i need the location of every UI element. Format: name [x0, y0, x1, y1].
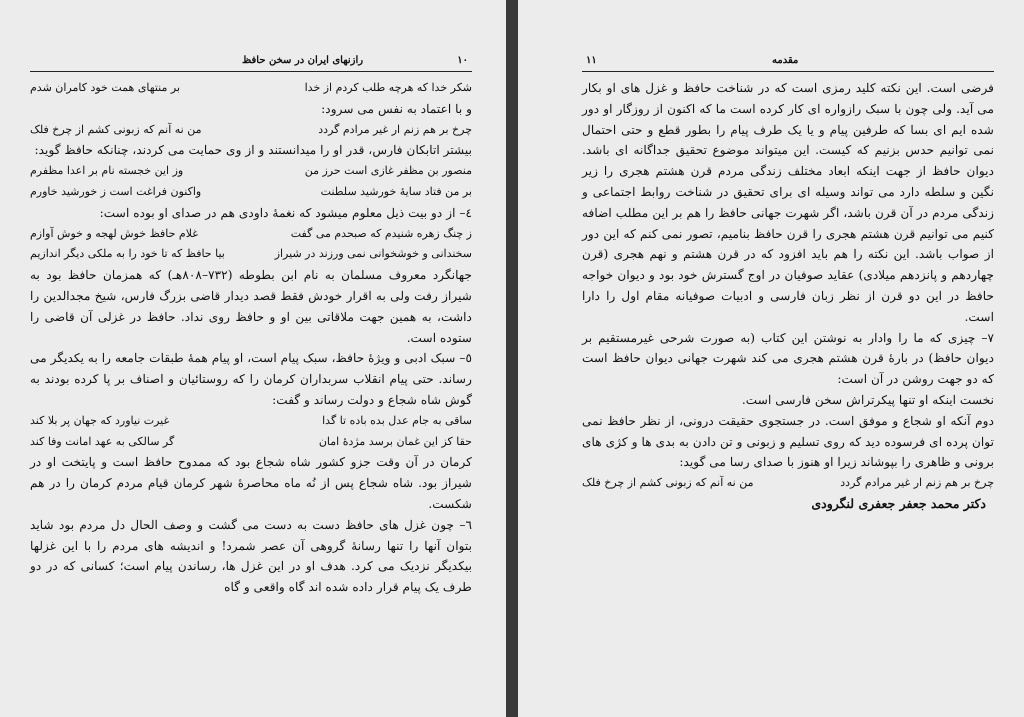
verse-second-hemistich: من نه آنم که زبونی کشم از چرخ فلک — [30, 122, 202, 136]
verse-second-hemistich: غلام حافظ خوش لهجه و خوش آوازم — [30, 226, 199, 240]
verse-line — [30, 120, 472, 141]
paragraph: ٦– چون غزل های حافظ دست به دست می گشت و وصف الحال دل مردم بود شاید بتوان آنها را تنها رسانهٔ گروهی آن عصر شمرد! و اندیشه های مردم را با این غزلها بیکدیگر نزدیک می کرد. هدف او در این غزل ها، رساندن پیام است؛ کسانی که در دو طرف یک پیام قرار داده شده اند گاه واقعی و گاه — [30, 517, 472, 595]
verse-second-hemistich: گر سالکی به عهد امانت وفا کند — [30, 434, 175, 448]
book-spine — [506, 0, 518, 717]
verse-second-hemistich: من نه آنم که زبونی کشم از چرخ فلک — [582, 476, 754, 490]
verse-line — [30, 182, 472, 203]
paragraph: کرمان در آن وقت جزو کشور شاه شجاع بود که ممدوح حافظ است و پایتخت او در شیراز بود. شاه شجاع پس از نُه ماه محاصرهٔ شهر کرمان قیام مردم کرمان را در هم شکست. — [30, 455, 472, 511]
verse-first-hemistich: شکر خدا که هرچه طلب کردم از خدا — [304, 81, 472, 94]
verse-first-hemistich: بر من فتاد سایهٔ خورشید سلطنت — [320, 184, 472, 198]
left-running-title: رازنهای ایران در سخن حافظ — [242, 55, 364, 66]
verse-second-hemistich: وز این خجسته نام بر اعدا مظفرم — [30, 164, 184, 178]
verse-line — [30, 78, 472, 99]
author-signature: دکتر محمد جعفر جعفری لنگرودی — [811, 495, 986, 511]
verse-line — [30, 161, 472, 182]
paragraph: فرضی است. این نکته کلید رمزی است که در شناخت حافظ و غزل های او بکار می آید. ولی چون با سبک رازواره ای کار کرده است ما که اکنون از روزگار او دور شده ایم ای بسا که طرفین پیام و یا یک طرف پیام را بطور قطع و حتی احتمال نمی توانیم حدس بزنیم که کیست. این میتواند موضوع تحقیق جداگانه ای باشد. دیوان حافظ از جهت اینکه ابعاد مختلف زندگی مردم قرن هشتم هجری را زیر نگین و سلطه دارد می تواند وسیله ای برای تحقیق در شناخت روابط اجتماعی و زندگی مردم در آن قرن باشد، اگر شهرت جهانی حافظ را هم بر این مطلب اضافه کنیم می توانیم قرن هشتم هجری را قرن حافظ بنامیم، تصور نمی کنم که این دور از صواب باشد. این نکته را هم باید افزود که در قرن هشتم و نهم هجری (قرن چهاردهم و پانزدهم میلادی) عقاید صوفیان در اوج گسترش خود بود و دیوان خواجه حافظ در این دو قرن از نظر زبان فارسی و ادبیات صوفیانه مقام اول را دارا است. — [582, 81, 994, 324]
right-running-title: مقدمه — [772, 55, 799, 66]
paragraph: ٧– چیزی که ما را وادار به نوشتن این کتاب (به صورت شرحی غیرمستقیم بر دیوان حافظ) در بارهٔ قرن هشتم هجری می کند شهرت جهانی دیوان حافظ است که دو جهت روشن در آن است: — [582, 330, 994, 387]
paragraph: بیشتر اتابکان فارس، قدر او را میدانستند و از وی حمایت می کردند، چنانکه حافظ گوید: — [34, 143, 472, 158]
paragraph: نخست اینکه او تنها پیکرتراش سخن فارسی است. — [741, 392, 994, 407]
verse-second-hemistich: واکنون فراغت است ز خورشید خاورم — [30, 184, 202, 198]
verse-second-hemistich: غیرت نیاورد که جهان پر بلا کند — [30, 413, 170, 427]
paragraph: ٤– از دو بیت ذیل معلوم میشود که نغمهٔ داودی هم در صدای او بوده است: — [99, 205, 472, 220]
right-page-body — [582, 78, 994, 515]
verse-line — [30, 411, 472, 432]
verse-first-hemistich: منصور بن مظفر غازی است حرز من — [304, 164, 472, 178]
paragraph: و با اعتماد به نفس می سرود: — [321, 101, 472, 116]
right-page-header — [582, 55, 994, 71]
paragraph: دوم آنکه او شجاع و موفق است. در جستجوی حقیقت درونی، از نظر حافظ نمی توان پرده ای فرسوده دید که روی تسلیم و زبونی و تن دادن به بدی ها و کژی های برونی و ظاهری را بپوشاند زیرا او هنوز با صدای رسا می گوید: — [582, 413, 994, 470]
verse-line — [582, 473, 994, 494]
left-page-body — [30, 78, 472, 598]
right-page — [518, 0, 1024, 717]
verse-first-hemistich: ز چنگ زهره شنیدم که صبحدم می گفت — [290, 226, 472, 240]
verse-first-hemistich: چرخ بر هم زنم ار غیر مرادم گردد — [840, 476, 994, 490]
paragraph: ٥– سبک ادبی و ویژهٔ حافظ، سبک پیام است، او پیام همهٔ طبقات جامعه را به یکدیگر می رساند. حتی پیام انقلاب سربداران کرمان را که روستائیان و اصناف بر پا کرده بودند به گوش شاه شجاع و دولت رساند و گفت: — [30, 351, 472, 407]
left-header-rule — [30, 71, 472, 72]
right-header-rule — [582, 71, 994, 72]
right-page-number: ۱۱ — [586, 55, 597, 66]
verse-second-hemistich: بیا حافظ که تا خود را به ملکی دیگر اندازیم — [30, 247, 225, 261]
verse-first-hemistich: چرخ بر هم زنم ار غیر مرادم گردد — [318, 122, 472, 136]
verse-line — [30, 224, 472, 245]
left-page — [0, 0, 506, 717]
paragraph: جهانگرد معروف مسلمان به نام ابن بطوطه (۷۳۲–۸۰۸هـ) که همزمان حافظ بود به شیراز رفت ولی به اقرار خودش فقط قصد دیدار قاضی بزرگ فارس، شیخ مجدالدین را داشت، به همین جهت ملاقاتی بین او و حافظ روی نداد. حافظ در غزلی آن قاضی را ستوده است. — [30, 268, 472, 345]
verse-first-hemistich: ساقی به جام عدل بده باده تا گدا — [322, 413, 472, 427]
left-page-header — [30, 55, 472, 71]
verse-second-hemistich: بر منتهای همت خود کامران شدم — [30, 81, 181, 94]
verse-line — [30, 432, 472, 453]
left-page-number: ۱۰ — [457, 55, 468, 66]
verse-line — [30, 244, 472, 265]
verse-first-hemistich: حقا کز این غمان برسد مژدهٔ امان — [318, 434, 472, 448]
verse-first-hemistich: سخندانی و خوشخوانی نمی ورزند در شیراز — [274, 247, 472, 261]
